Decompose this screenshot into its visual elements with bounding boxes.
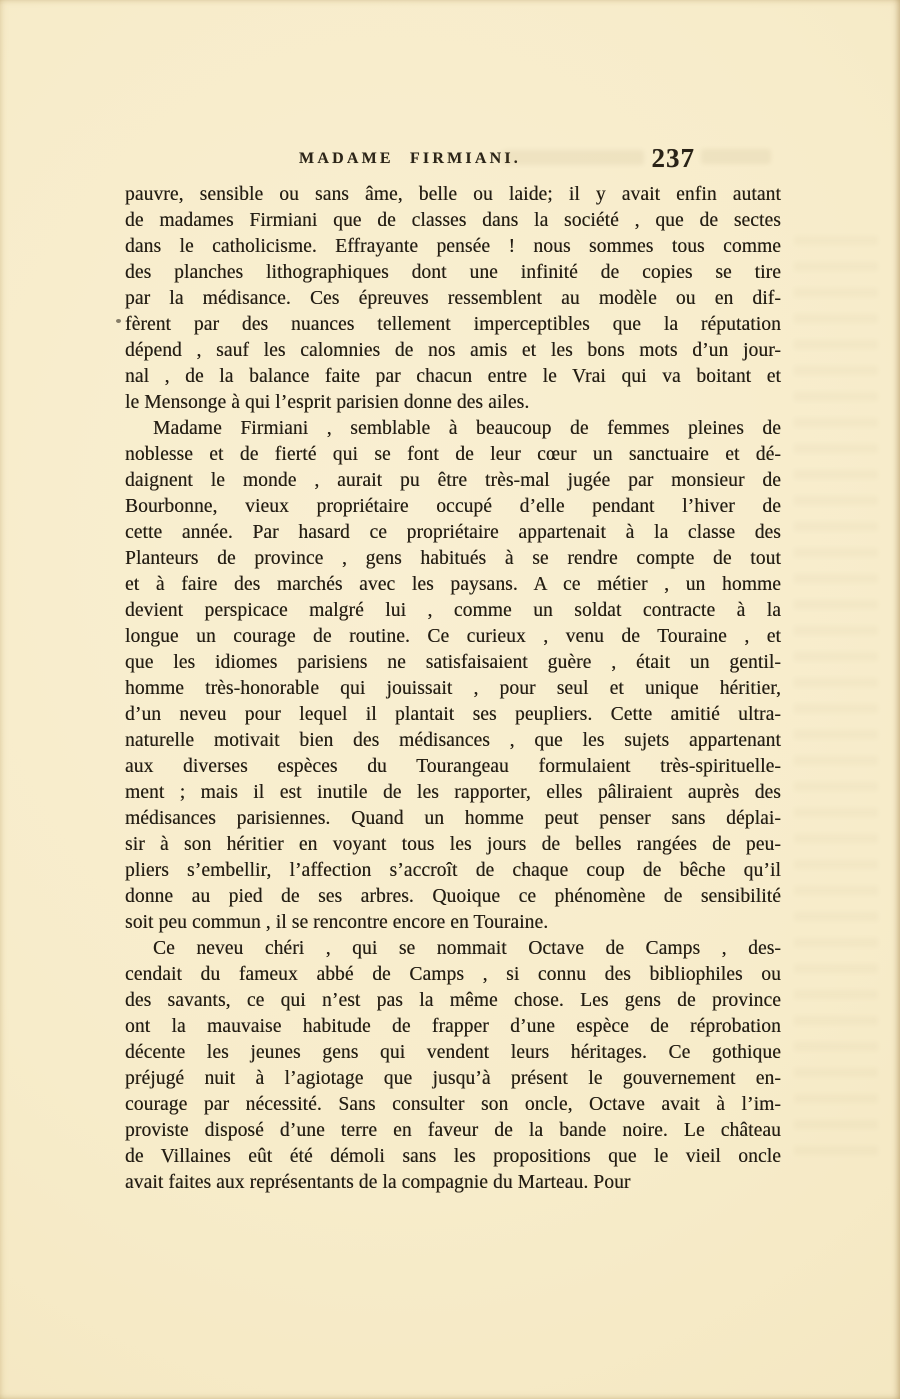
text-line: soit peu commun , il se rencontre encore en Touraine.	[125, 912, 549, 933]
text-line: avait faites aux représentants de la compagnie du Marteau. Pour	[125, 1172, 631, 1193]
text-line: Planteurs de province , gens habitués à se rendre compte de tout	[125, 548, 781, 569]
text-line: devient perspicace malgré lui , comme un soldat contracte à la	[125, 600, 781, 621]
text-line: daignent le monde , aurait pu être très-mal jugée par monsieur de	[125, 470, 781, 491]
page-number: 237	[651, 143, 695, 173]
text-line: Madame Firmiani , semblable à beaucoup de femmes pleines de	[153, 418, 781, 439]
text-line: homme très-honorable qui jouissait , pour seul et unique héritier,	[125, 678, 781, 699]
text-line: cendait du fameux abbé de Camps , si connu des bibliophiles ou	[125, 964, 781, 985]
paragraph	[125, 182, 781, 416]
text-line: le Mensonge à qui l’esprit parisien donne des ailes.	[125, 392, 530, 413]
paragraph	[125, 936, 781, 1196]
text-line: de Villaines eût été démoli sans les propositions que le vieil oncle	[125, 1146, 781, 1167]
showthrough-mark	[701, 149, 771, 164]
text-line: que les idiomes parisiens ne satisfaisaient guère , était un gentil-	[125, 652, 781, 673]
text-line: pliers s’embellir, l’affection s’accroît de chaque coup de bêche qu’il	[125, 860, 781, 881]
page-header	[125, 144, 695, 174]
text-line: médisances parisiennes. Quand un homme peut penser sans déplai-	[125, 808, 781, 829]
text-line: décente les jeunes gens qui vendent leurs héritages. Ce gothique	[125, 1042, 781, 1063]
text-line: courage par nécessité. Sans consulter son oncle, Octave avait à l’im-	[125, 1094, 781, 1115]
text-line: proviste disposé d’une terre en faveur de la bande noire. Le château	[125, 1120, 781, 1141]
paragraph	[125, 416, 781, 936]
text-line: noblesse et de fierté qui se font de leur cœur un sanctuaire et dé-	[125, 444, 781, 465]
text-line: longue un courage de routine. Ce curieux , venu de Touraine , et	[125, 626, 781, 647]
text-line: dépend , sauf les calomnies de nos amis et les bons mots d’un jour-	[125, 340, 781, 361]
text-line: Bourbonne, vieux propriétaire occupé d’elle pendant l’hiver de	[125, 496, 781, 517]
text-line: par la médisance. Ces épreuves ressemblent au modèle ou en dif-	[125, 288, 781, 309]
text-line: ont la mauvaise habitude de frapper d’une espèce de réprobation	[125, 1016, 781, 1037]
text-line: naturelle motivait bien des médisances , que les sujets appartenant	[125, 730, 781, 751]
text-line: Ce neveu chéri , qui se nommait Octave de Camps , des-	[153, 938, 781, 959]
text-line: ment ; mais il est inutile de les rapporter, elles pâliraient auprès des	[125, 782, 781, 803]
showthrough-column	[794, 236, 878, 1166]
text-line: préjugé nuit à l’agiotage que jusqu’à présent le gouvernement en-	[125, 1068, 781, 1089]
text-line: sir à son héritier en voyant tous les jours de belles rangées de peu-	[125, 834, 781, 855]
text-line: des savants, ce qui n’est pas la même chose. Les gens de province	[125, 990, 781, 1011]
text-line: des planches lithographiques dont une infinité de copies se tire	[125, 262, 781, 283]
ink-speck	[116, 319, 121, 323]
text-line: dans le catholicisme. Effrayante pensée ! nous sommes tous comme	[125, 236, 781, 257]
text-line: nal , de la balance faite par chacun entre le Vrai qui va boitant et	[125, 366, 781, 387]
text-line: cette année. Par hasard ce propriétaire appartenait à la classe des	[125, 522, 781, 543]
text-line: donne au pied de ses arbres. Quoique ce phénomène de sensibilité	[125, 886, 781, 907]
text-line: et à faire des marchés avec les paysans. A ce métier , un homme	[125, 574, 781, 595]
text-block	[125, 182, 781, 1196]
text-line: d’un neveu pour lequel il plantait ses peupliers. Cette amitié ultra-	[125, 704, 781, 725]
text-line: de madames Firmiani que de classes dans la société , que de sectes	[125, 210, 781, 231]
running-title: MADAME FIRMIANI.	[299, 150, 521, 167]
text-line: pauvre, sensible ou sans âme, belle ou laide; il y avait enfin autant	[125, 184, 781, 205]
text-line: aux diverses espèces du Tourangeau formulaient très-spirituelle-	[125, 756, 781, 777]
text-line: fèrent par des nuances tellement imperceptibles que la réputation	[125, 314, 781, 335]
